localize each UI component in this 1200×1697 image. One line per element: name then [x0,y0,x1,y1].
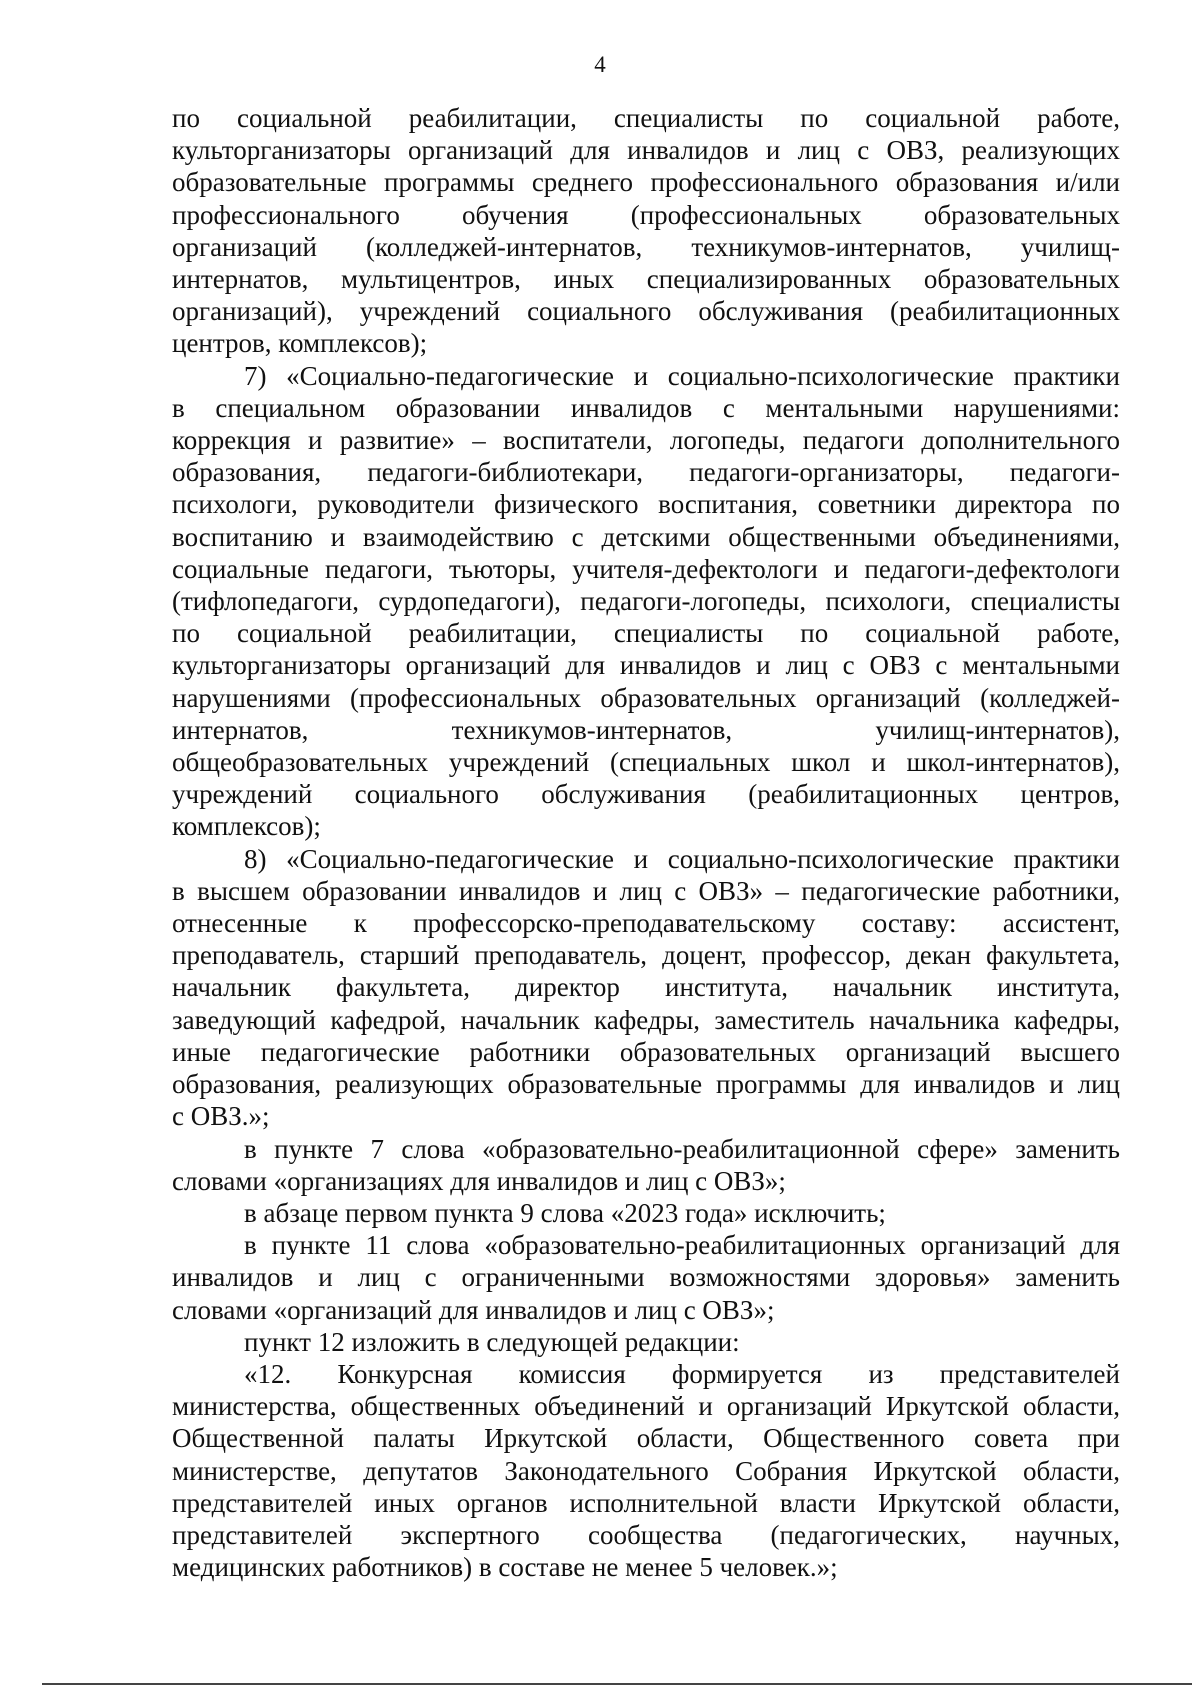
text-line: культорганизаторы организаций для инвалидов и лиц с ОВЗ, реализующих [172,135,1120,166]
text-line: министерства, общественных объединений и организаций Иркутской области, [172,1391,1120,1422]
text-line: образовательные программы среднего профессионального образования и/или [172,167,1120,198]
text-line: коррекция и развитие» – воспитатели, логопеды, педагоги дополнительного [172,425,1120,456]
text-line: инвалидов и лиц с ограниченными возможностями здоровья» заменить [172,1262,1120,1293]
text-line: представителей экспертного сообщества (педагогических, научных, [172,1519,1120,1550]
text-line: воспитанию и взаимодействию с детскими общественными объединениями, [172,521,1120,552]
text-line: заведующий кафедрой, начальник кафедры, заместитель начальника кафедры, [172,1004,1120,1035]
text-line: «12. Конкурсная комиссия формируется из представителей [244,1358,1120,1389]
text-line: интернатов, техникумов-интернатов, училищ-интернатов), [172,714,1120,745]
text-line: организаций (колледжей-интернатов, техникумов-интернатов, училищ- [172,231,1120,262]
text-line: комплексов); [172,811,321,842]
text-line: по социальной реабилитации, специалисты по социальной работе, [172,618,1120,649]
text-line: в абзаце первом пункта 9 слова «2023 года» исключить; [244,1197,886,1228]
text-line: интернатов, мультицентров, иных специализированных образовательных [172,264,1120,295]
text-line: в высшем образовании инвалидов и лиц с ОВЗ» – педагогические работники, [172,875,1120,906]
text-line: преподаватель, старший преподаватель, доцент, профессор, декан факультета, [172,940,1120,971]
text-line: по социальной реабилитации, специалисты по социальной работе, [172,103,1120,133]
text-line: в специальном образовании инвалидов с ментальными нарушениями: [172,392,1120,423]
text-line: (тифлопедагоги, сурдопедагоги), педагоги-логопеды, психологи, специалисты [172,586,1120,617]
text-line: словами «организациях для инвалидов и лиц с ОВЗ»; [172,1165,786,1196]
text-line: профессионального обучения (профессиональных образовательных [172,199,1120,230]
text-line: пункт 12 изложить в следующей редакции: [244,1326,740,1357]
text-line: медицинских работников) в составе не менее 5 человек.»; [172,1552,838,1583]
body-text [172,102,1120,1583]
footer-rule [42,1683,1192,1685]
text-line: 8) «Социально-педагогические и социально-психологические практики [244,843,1120,874]
text-line: социальные педагоги, тьюторы, учителя-дефектологи и педагоги-дефектологи [172,553,1120,584]
text-line: образования, педагоги-библиотекари, педагоги-организаторы, педагоги- [172,457,1120,488]
text-line: образования, реализующих образовательные программы для инвалидов и лиц [172,1069,1120,1100]
text-line: иные педагогические работники образовательных организаций высшего [172,1036,1120,1067]
text-line: центров, комплексов); [172,328,428,359]
text-line: 7) «Социально-педагогические и социально-психологические практики [244,360,1120,391]
text-line: культорганизаторы организаций для инвалидов и лиц с ОВЗ с ментальными [172,650,1120,681]
text-line: общеобразовательных учреждений (специальных школ и школ-интернатов), [172,747,1120,778]
text-line: учреждений социального обслуживания (реабилитационных центров, [172,779,1120,810]
text-line: Общественной палаты Иркутской области, Общественного совета при [172,1423,1120,1454]
text-line: в пункте 11 слова «образовательно-реабилитационных организаций для [244,1230,1120,1261]
text-line: отнесенные к профессорско-преподавательскому составу: ассистент, [172,908,1120,939]
text-line: организаций), учреждений социального обслуживания (реабилитационных [172,296,1120,327]
text-line: с ОВЗ.»; [172,1101,270,1132]
text-line: начальник факультета, директор института, начальник института, [172,972,1120,1003]
text-line: нарушениями (профессиональных образовательных организаций (колледжей- [172,682,1120,713]
text-line: психологи, руководители физического воспитания, советники директора по [172,489,1120,520]
page-number: 4 [594,52,606,77]
text-line: министерстве, депутатов Законодательного Собрания Иркутской области, [172,1455,1120,1486]
text-line: представителей иных органов исполнительной власти Иркутской области, [172,1487,1120,1518]
text-line: в пункте 7 слова «образовательно-реабилитационной сфере» заменить [244,1133,1120,1164]
text-line: словами «организаций для инвалидов и лиц с ОВЗ»; [172,1294,775,1325]
